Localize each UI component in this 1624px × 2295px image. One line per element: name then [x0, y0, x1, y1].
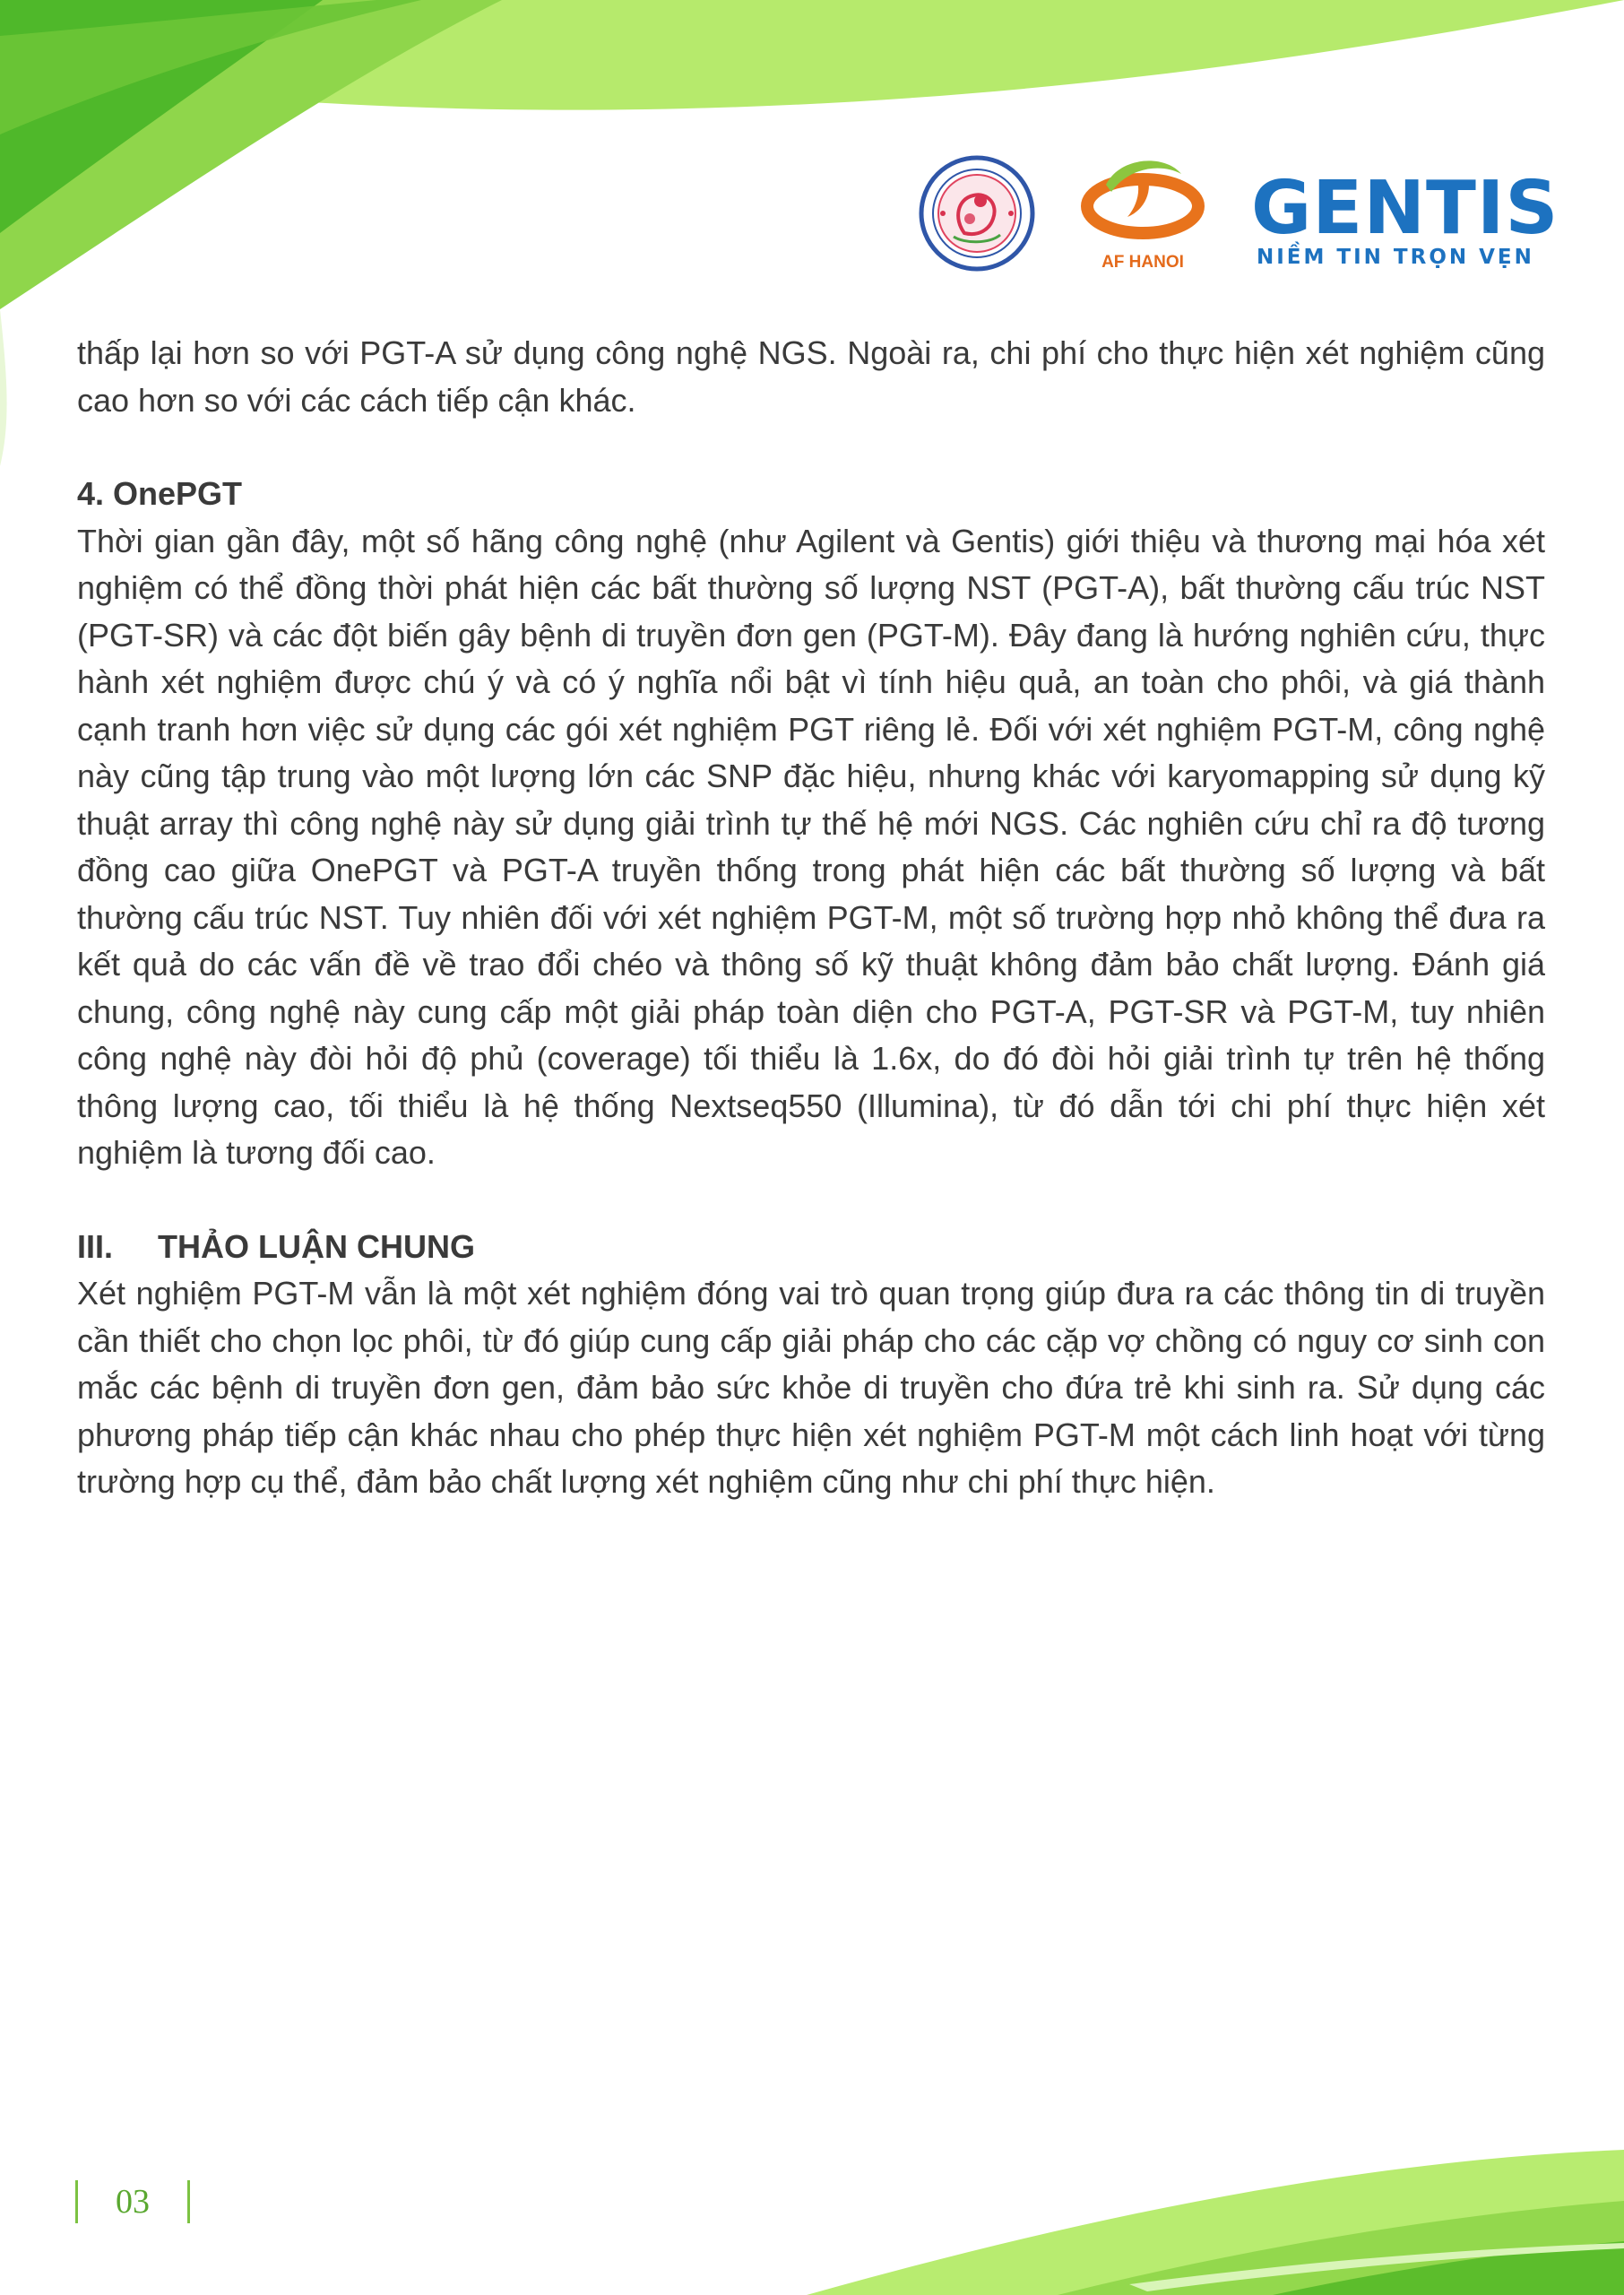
- top-mid-swoosh: [0, 0, 502, 309]
- af-hanoi-logo: [1075, 151, 1210, 276]
- discussion-paragraph: Xét nghiệm PGT-M vẫn là một xét nghiệm đóng vai trò quan trọng giúp đưa ra các thông tin di truyền cần thiết cho chọn lọc phôi, từ đó giúp cung cấp giải pháp cho các cặp vợ chồng có nguy cơ sinh con mắc các bệnh di truyền đơn gen, đảm bảo sức khỏe di truyền cho đứa trẻ khi sinh ra. Sử dụng các phương pháp tiếp cận khác nhau cho phép thực hiện xét nghiệm PGT-M một cách linh hoạt với từng trường hợp cụ thể, đảm bảo chất lượng xét nghiệm cũng như chi phí thực hiện.: [77, 1275, 1545, 1500]
- gentis-tagline: NIỀM TIN TRỌN VẸN: [1257, 246, 1534, 269]
- gentis-wordmark: GENTIS: [1251, 166, 1559, 251]
- onepgt-paragraph: Thời gian gần đây, một số hãng công nghệ (như Agilent và Gentis) giới thiệu và thương mại hóa xét nghiệm có thể đồng thời phát hiện các bất thường số lượng NST (PGT-A), bất thường cấu trúc NST (PGT-SR) và các đột biến gây bệnh di truyền đơn gen (PGT-M). Đây đang là hướng nghiên cứu, thực hành xét nghiệm được chú ý và có ý nghĩa nổi bật vì tính hiệu quả, an toàn cho phôi, và giá thành cạnh tranh hơn việc sử dụng các gói xét nghiệm PGT riêng lẻ. Đối với xét nghiệm PGT-M, công nghệ này cũng tập trung vào một lượng lớn các SNP đặc hiệu, nhưng khác với karyomapping sử dụng kỹ thuật array thì công nghệ này sử dụng giải trình tự thế hệ mới NGS. Các nghiên cứu chỉ ra độ tương đồng cao giữa OnePGT và PGT-A truyền thống trong phát hiện các bất thường số lượng và bất thường cấu trúc NST. Tuy nhiên đối với xét nghiệm PGT-M, một số trường hợp nhỏ không thể đưa ra kết quả do các vấn đề về trao đổi chéo và thông số kỹ thuật không đảm bảo chất lượng. Đánh giá chung, công nghệ này cung cấp một giải pháp toàn diện cho PGT-A, PGT-SR và PGT-M, tuy nhiên công nghệ này đòi hỏi độ phủ (coverage) tối thiểu là 1.6x, do đó đòi hỏi giải trình tự trên hệ thống thông lượng cao, tối thiểu là hệ thống Nextseq550 (Illumina), từ đó dẫn tới chi phí thực hiện xét nghiệm là tương đối cao.: [77, 522, 1545, 1171]
- page-number-right-bar: [187, 2180, 190, 2223]
- page-body: [77, 330, 1545, 1506]
- society-logo: [918, 154, 1036, 273]
- section-heading-discussion: [77, 1224, 1545, 1271]
- top-light-swoosh: [0, 0, 1624, 110]
- top-left-edge: [0, 309, 7, 466]
- gentis-logo: [1251, 166, 1559, 269]
- page-number-text: 03: [116, 2183, 150, 2221]
- section-heading-onepgt: 4. OnePGT: [77, 475, 243, 512]
- bottom-dark-swoosh: [1273, 2241, 1624, 2295]
- bottom-streak: [1129, 2243, 1624, 2291]
- section-title: THẢO LUẬN CHUNG: [158, 1227, 475, 1265]
- top-dark-streak: [0, 0, 421, 134]
- page-number: [75, 2177, 190, 2227]
- section-number: III.: [77, 1227, 114, 1265]
- bottom-mid-swoosh: [1058, 2201, 1624, 2295]
- logo-bar: [918, 143, 1559, 278]
- top-dark-swoosh: [0, 0, 323, 233]
- page-number-left-bar: [75, 2180, 78, 2223]
- bottom-light-swoosh: [807, 2150, 1624, 2295]
- af-hanoi-label: AF HANOI: [1101, 253, 1184, 272]
- intro-paragraph: thấp lại hơn so với PGT-A sử dụng công nghệ NGS. Ngoài ra, chi phí cho thực hiện xét nghiệm cũng cao hơn so với các cách tiếp cận khác.: [77, 334, 1545, 419]
